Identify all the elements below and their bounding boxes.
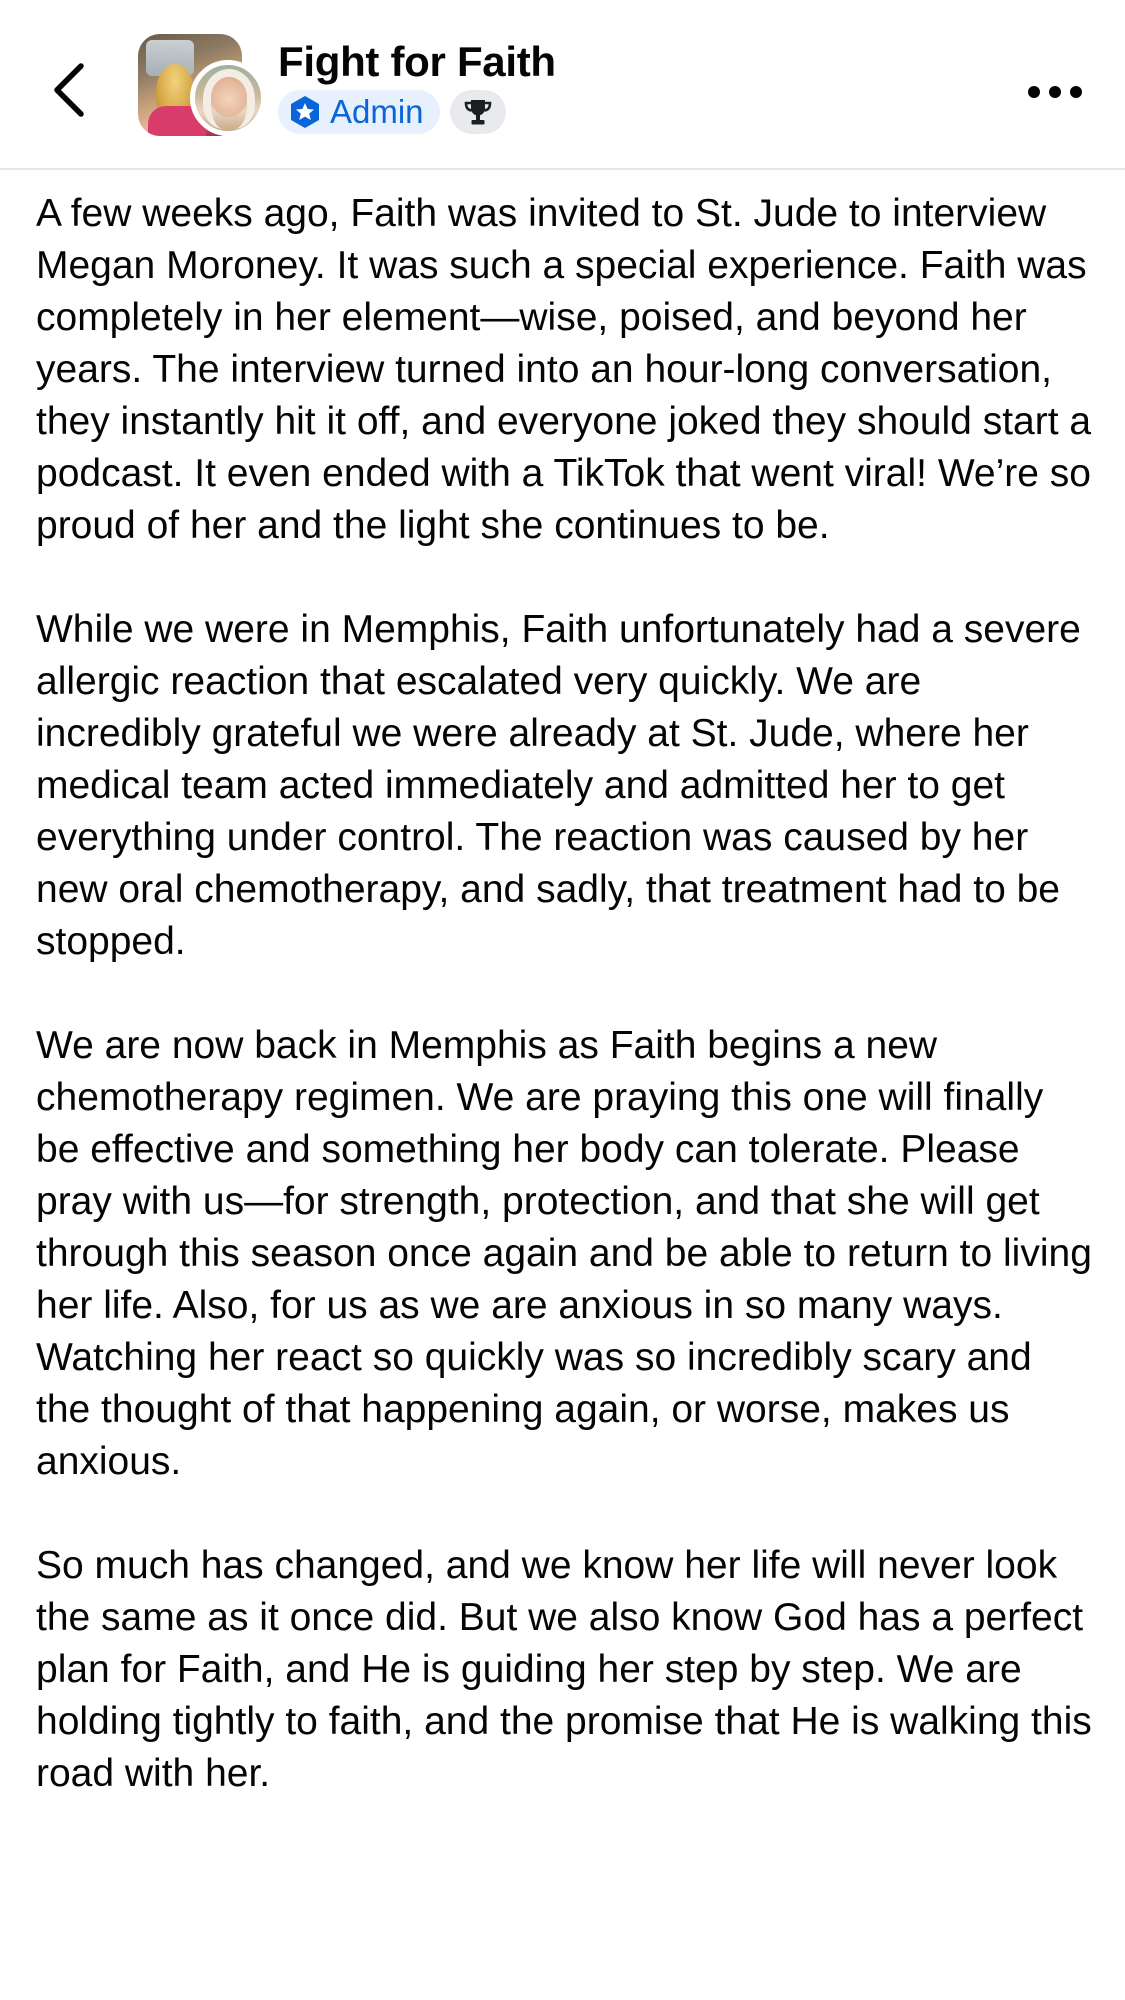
chevron-left-icon <box>51 62 85 118</box>
post-paragraph: We are now back in Memphis as Faith begins a new chemotherapy regimen. We are praying this one will finally be effective and something her body can tolerate. Please pray with us—for strength, protection, and that she will get through this season once again and be able to return to living her life. Also, for us as we are anxious in so many ways. Watching her react so quickly was so incredibly scary and the thought of that happening again, or worse, makes us anxious. <box>36 1024 1092 1483</box>
trophy-badge[interactable] <box>450 90 506 134</box>
author-avatar <box>190 60 266 136</box>
post-paragraph: So much has changed, and we know her life will never look the same as it once did. But we also know God has a perfect plan for Faith, and He is guiding her step by step. We are holding tightly to faith, and the promise that He is walking this road with her. <box>36 1544 1092 1795</box>
post-text <box>36 188 1096 1852</box>
group-avatar[interactable] <box>138 34 268 138</box>
post-header <box>0 0 1125 170</box>
author-badges <box>278 90 506 134</box>
more-options-button[interactable] <box>1020 70 1090 114</box>
admin-star-icon <box>288 95 322 129</box>
post-paragraph: While we were in Memphis, Faith unfortunately had a severe allergic reaction that escalated very quickly. We are incredibly grateful we were already at St. Jude, where her medical team acted immediately and admitted her to get everything under control. The reaction was caused by her new oral chemotherapy, and sadly, that treatment had to be stopped. <box>36 608 1081 963</box>
trophy-icon <box>463 97 493 127</box>
more-horizontal-icon <box>1027 85 1083 99</box>
admin-badge-label: Admin <box>330 93 424 130</box>
admin-badge[interactable] <box>278 90 440 134</box>
back-button[interactable] <box>40 55 96 125</box>
group-title[interactable]: Fight for Faith <box>278 38 556 85</box>
post-paragraph: A few weeks ago, Faith was invited to St. Jude to interview Megan Moroney. It was such a special experience. Faith was completely in her element—wise, poised, and beyond her years. The interview turned into an hour-long conversation, they instantly hit it off, and everyone joked they should start a podcast. It even ended with a TikTok that went viral! We’re so proud of her and the light she continues to be. <box>36 192 1092 547</box>
